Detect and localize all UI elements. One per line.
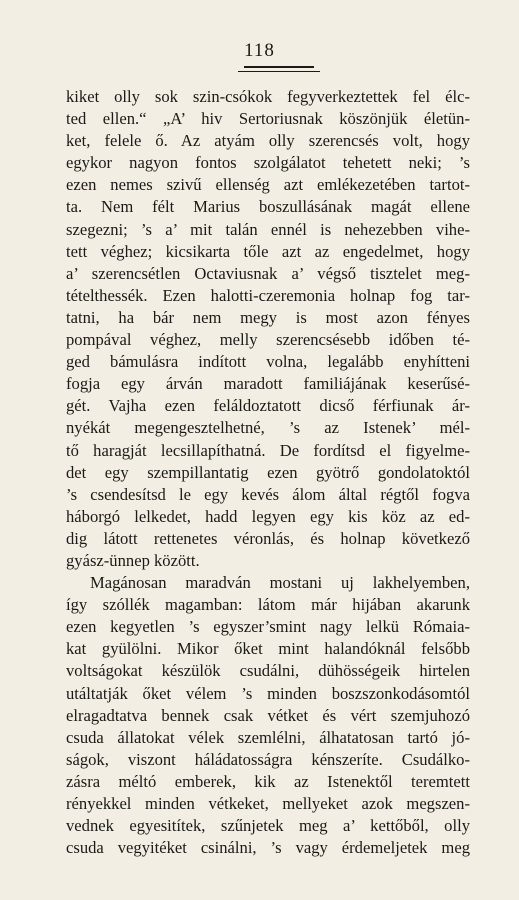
text-line: vednek egyesitítek, szűnjetek meg a’ kettőből, olly (66, 816, 470, 836)
text-line: fogja egy árván maradott familiájának keserűsé- (66, 374, 470, 394)
text-line: zásra méltó emberek, kik az Istenektől teremtett (66, 771, 470, 791)
text-line: csuda vegyitéket csinálni, ’s vagy érdemeljetek meg (66, 838, 470, 858)
text-line: ta. Nem félt Marius boszullásának magát ellene (66, 197, 470, 217)
text-line: rényekkel minden vétkeket, mellyeket azok megszen- (66, 794, 470, 813)
text-line: tő haragját lecsillapíthatná. De fordítsd el figyelme- (66, 440, 470, 460)
text-line: ted ellen.“ „A’ hiv Sertoriusnak köszönjük életün- (66, 109, 470, 129)
text-line: ezen kegyetlen ’s egyszer’smint nagy lelkü Rómaia- (66, 617, 470, 637)
text-line: voltságokat készülök csudálni, dühösségeik hirtelen (66, 661, 470, 681)
text-line: ’s csendesítsd le egy kevés álom által régtől fogva (66, 484, 470, 504)
text-line: ket, felele ő. Az atyám olly szerencsés volt, hogy (66, 131, 470, 151)
text-line: nyékát megengesztelhetné, ’s az Istenek’ mél- (66, 418, 470, 438)
text-line: csuda állatokat vélek szemlélni, álhatatosan tartó jó- (66, 727, 470, 747)
text-line: gyász-ünnep között. (66, 550, 200, 570)
text-line: egykor nagyon fontos szolgálatot tehetett neki; ’s (66, 153, 470, 173)
text-line: háborgó lelkedet, hadd legyen egy kis köz az ed- (66, 506, 470, 526)
text-line: utáltatják őket vélem ’s minden boszszonkodásomtól (66, 683, 470, 703)
text-line: tatni, ha bár nem megy is most azon fényes (66, 307, 470, 327)
text-line: a’ szerencsétlen Octaviusnak a’ végső tisztelet meg- (66, 263, 470, 283)
text-line: tételthessék. Ezen halotti-czeremonia holnap fog tar- (66, 285, 470, 305)
text-line: szegezni; ’s a’ mit talán ennél is nehezebben vihe- (66, 219, 470, 239)
text-line: kiket olly sok szin-csókok fegyverkeztettek fel élc- (66, 87, 470, 106)
text-line: kat gyülölni. Mikor őket mint halandóknál felsőbb (66, 639, 470, 659)
text-line: így szóllék magamban: látom már hijában akarunk (66, 595, 470, 615)
header-rule-thin (238, 71, 320, 72)
text-line: ságok, viszont háládatosságra kénszeríte. Csudálko- (66, 749, 470, 769)
body-text (66, 86, 470, 859)
header-rule (244, 66, 314, 68)
text-line: pompával véghez, melly szerencsésebb időben té- (66, 330, 470, 350)
text-line: dig látott rettenetes véronlás, és holnap következő (66, 528, 470, 548)
text-line: elragadtatva bennek csak vétket és vért szemjuhozó (66, 705, 470, 725)
text-line: det egy szempillantatig ezen gyötrő gondolatoktól (66, 462, 470, 482)
text-line: gét. Vajha ezen feláldoztatott dicső férfiunak ár- (66, 396, 470, 416)
text-line: Magánosan maradván mostani uj lakhelyemben, (90, 573, 470, 593)
text-line: ged bámulásra indított volna, legalább enyhítteni (66, 352, 470, 372)
text-line: tett véghez; kicsikarta tőle azt az engedelmet, hogy (66, 241, 470, 261)
text-line: ezen nemes szivű ellenség azt emlékezetében tartot- (66, 175, 470, 195)
page-number: 118 (244, 40, 275, 61)
